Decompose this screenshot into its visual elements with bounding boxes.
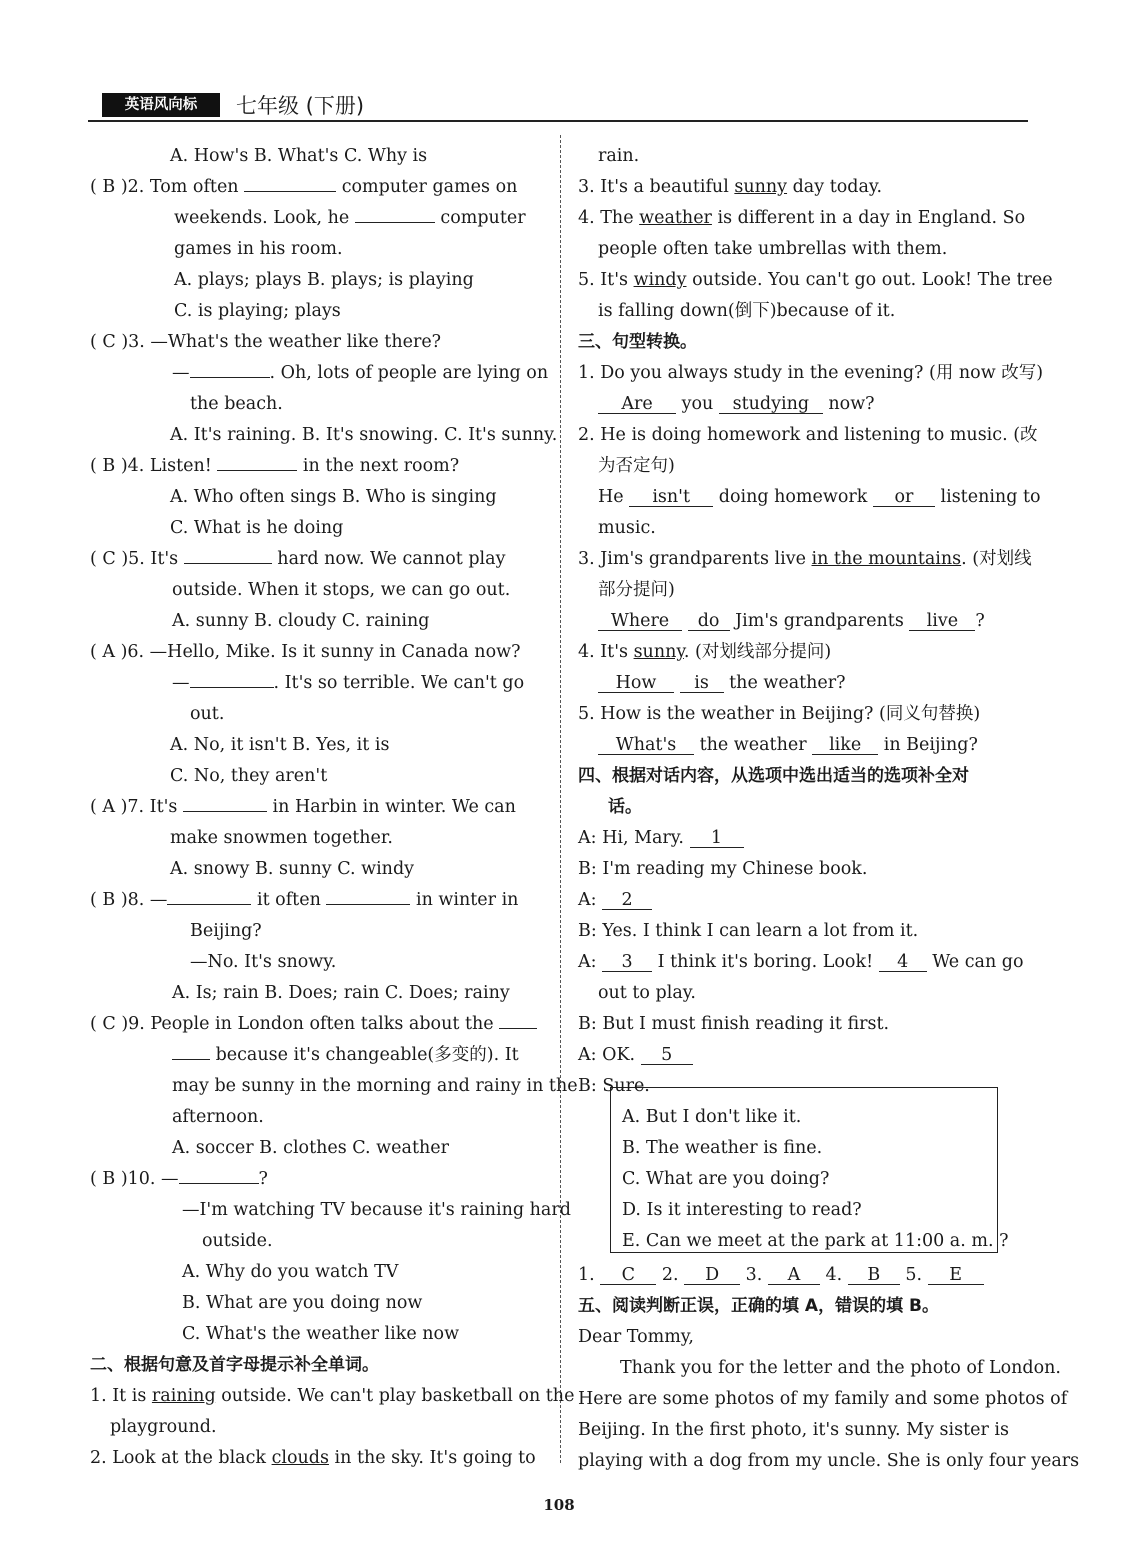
left-col-line: A. No, it isn't B. Yes, it is xyxy=(170,735,390,755)
left-col-line: ( B )8. — it often in winter in xyxy=(90,890,519,910)
left-col-line: A. It's raining. B. It's snowing. C. It's sunny. xyxy=(170,425,558,445)
left-col-line: may be sunny in the morning and rainy in the xyxy=(172,1076,578,1096)
page-number: 108 xyxy=(543,1496,575,1514)
left-col-line: weekends. Look, he computer xyxy=(174,208,526,228)
right-col-line: rain. xyxy=(598,146,640,166)
left-col-line: A. Why do you watch TV xyxy=(182,1262,399,1282)
left-col-line: A. sunny B. cloudy C. raining xyxy=(172,611,430,631)
right-col-line: 三、句型转换。 xyxy=(578,332,697,352)
right-col-line: music. xyxy=(598,518,656,538)
right-col-line: 1. Do you always study in the evening? (用 now 改写) xyxy=(578,363,1044,383)
right-col-line: B: Sure. xyxy=(578,1076,650,1096)
series-logo: 英语风向标 xyxy=(102,93,220,117)
left-col-line: 2. Look at the black clouds in the sky. It's going to xyxy=(90,1448,536,1468)
right-col-line: Thank you for the letter and the photo of London. xyxy=(620,1358,1061,1378)
left-col-line: ( B )10. — ? xyxy=(90,1169,268,1189)
right-col-line: 3. It's a beautiful sunny day today. xyxy=(578,177,883,197)
right-col-line: How is the weather? xyxy=(598,673,846,693)
right-col-line: B: I'm reading my Chinese book. xyxy=(578,859,868,879)
left-col-line: ( A )7. It's in Harbin in winter. We can xyxy=(90,797,516,817)
right-col-line: 五、阅读判断正误，正确的填 A，错误的填 B。 xyxy=(578,1296,939,1316)
right-col-line: What's the weather like in Beijing? xyxy=(598,735,978,755)
right-col-line: people often take umbrellas with them. xyxy=(598,239,948,259)
left-col-line: 1. It is raining outside. We can't play basketball on the xyxy=(90,1386,575,1406)
right-col-line: 1. C 2. D 3. A 4. B 5. E xyxy=(578,1265,984,1285)
left-col-line: make snowmen together. xyxy=(170,828,393,848)
left-col-line: ( B )4. Listen! in the next room? xyxy=(90,456,460,476)
left-col-line: C. is playing; plays xyxy=(174,301,341,321)
right-col-line: D. Is it interesting to read? xyxy=(622,1200,862,1220)
right-col-line: is falling down(倒下)because of it. xyxy=(598,301,896,321)
left-col-line: A. plays; plays B. plays; is playing xyxy=(174,270,474,290)
right-col-line: 2. He is doing homework and listening to music. (改 xyxy=(578,425,1038,445)
left-col-line: C. What is he doing xyxy=(170,518,344,538)
right-col-line: Dear Tommy, xyxy=(578,1327,694,1347)
left-col-line: ( B )2. Tom often computer games on xyxy=(90,177,518,197)
grade-title: 七年级 (下册) xyxy=(236,94,365,118)
right-col-line: A: Hi, Mary. 1 xyxy=(578,828,744,848)
left-col-line: ( A )6. —Hello, Mike. Is it sunny in Canada now? xyxy=(90,642,521,662)
left-col-line: outside. When it stops, we can go out. xyxy=(172,580,511,600)
left-col-line: outside. xyxy=(202,1231,273,1251)
right-col-line: Are you studying now? xyxy=(598,394,875,414)
left-col-line: C. What's the weather like now xyxy=(182,1324,460,1344)
left-col-line: playground. xyxy=(110,1417,217,1437)
right-col-line: out to play. xyxy=(598,983,696,1003)
left-col-line: A. snowy B. sunny C. windy xyxy=(170,859,415,879)
right-col-line: C. What are you doing? xyxy=(622,1169,830,1189)
left-col-line: — . Oh, lots of people are lying on xyxy=(172,363,549,383)
right-col-line: 4. The weather is different in a day in England. So xyxy=(578,208,1026,228)
right-col-line: 5. It's windy outside. You can't go out. Look! The tree xyxy=(578,270,1053,290)
left-col-line: —No. It's snowy. xyxy=(190,952,337,972)
left-col-line: afternoon. xyxy=(172,1107,264,1127)
left-col-line: ( C )5. It's hard now. We cannot play xyxy=(90,549,506,569)
right-col-line: A. But I don't like it. xyxy=(622,1107,802,1127)
header-rule xyxy=(88,120,1028,122)
right-col-line: 话。 xyxy=(608,797,642,817)
right-col-line: 为否定句) xyxy=(598,456,675,476)
left-col-line: ( C )3. —What's the weather like there? xyxy=(90,332,442,352)
right-col-line: He isn't doing homework or listening to xyxy=(598,487,1041,507)
left-col-line: Beijing? xyxy=(190,921,262,941)
right-col-line: 5. How is the weather in Beijing? (同义句替换) xyxy=(578,704,981,724)
right-col-line: E. Can we meet at the park at 11:00 a. m. ? xyxy=(622,1231,1009,1251)
right-col-line: A: 2 xyxy=(578,890,652,910)
right-col-line: playing with a dog from my uncle. She is only four years xyxy=(578,1451,1080,1471)
left-col-line: A. Is; rain B. Does; rain C. Does; rainy xyxy=(172,983,510,1003)
right-col-line: Here are some photos of my family and some photos of xyxy=(578,1389,1068,1409)
right-col-line: Where do Jim's grandparents live ? xyxy=(598,611,985,631)
left-col-line: out. xyxy=(190,704,225,724)
right-col-line: 3. Jim's grandparents live in the mountains. (对划线 xyxy=(578,549,1032,569)
right-col-line: 四、根据对话内容，从选项中选出适当的选项补全对 xyxy=(578,766,969,786)
left-col-line: 二、根据句意及首字母提示补全单词。 xyxy=(90,1355,379,1375)
left-col-line: A. Who often sings B. Who is singing xyxy=(170,487,497,507)
right-col-line: Beijing. In the first photo, it's sunny. My sister is xyxy=(578,1420,1010,1440)
left-col-line: — . It's so terrible. We can't go xyxy=(172,673,525,693)
right-col-line: A: OK. 5 xyxy=(578,1045,693,1065)
right-col-line: 4. It's sunny. (对划线部分提问) xyxy=(578,642,832,662)
left-col-line: the beach. xyxy=(190,394,283,414)
left-col-line: B. What are you doing now xyxy=(182,1293,423,1313)
right-col-line: A: 3 I think it's boring. Look! 4 We can go xyxy=(578,952,1024,972)
right-col-line: B: But I must finish reading it first. xyxy=(578,1014,890,1034)
left-col-line: because it's changeable(多变的). It xyxy=(172,1045,519,1065)
left-col-line: A. How's B. What's C. Why is xyxy=(170,146,428,166)
right-col-line: 部分提问) xyxy=(598,580,675,600)
right-col-line: B: Yes. I think I can learn a lot from it. xyxy=(578,921,919,941)
left-col-line: —I'm watching TV because it's raining hard xyxy=(182,1200,571,1220)
column-divider xyxy=(560,135,561,1463)
left-col-line: A. soccer B. clothes C. weather xyxy=(172,1138,449,1158)
left-col-line: C. No, they aren't xyxy=(170,766,328,786)
right-col-line: B. The weather is fine. xyxy=(622,1138,823,1158)
left-col-line: games in his room. xyxy=(174,239,343,259)
left-col-line: ( C )9. People in London often talks about the xyxy=(90,1014,537,1034)
